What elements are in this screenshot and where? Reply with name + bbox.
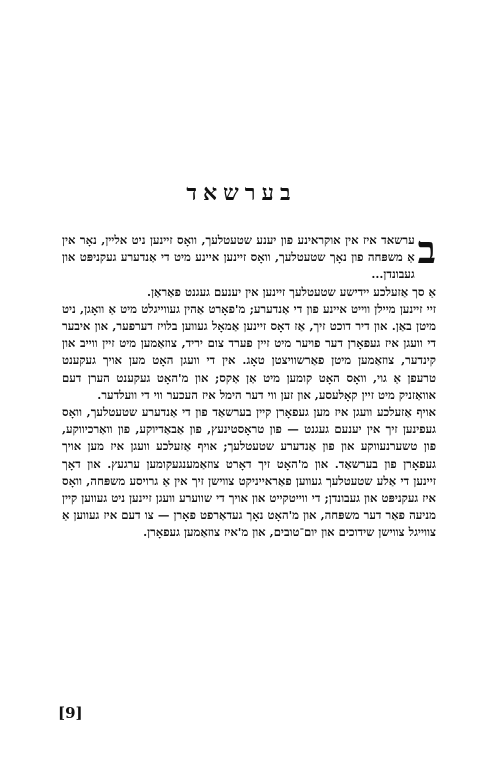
- page-number: [9]: [58, 704, 83, 722]
- paragraph: [62, 301, 436, 404]
- paragraph: [62, 284, 436, 301]
- paragraph: [62, 227, 436, 284]
- body-text: [62, 227, 436, 542]
- paragraph-text: אַ סך אַזעלכע יידישע שטעטלעך זיינען אין יענעם געגנט פאַראַן.: [147, 284, 436, 299]
- paragraph-text: אויף אַזעלכע וועגן איז מען געפאָרן קיין בערשאַד פון די אַנדערע שטעטלעך, וואָס געפינען זיך אין יענעם געגנט — פון טראָסטינעץ, פון אַבאַדיוקע, פון וואַרכיווקע, פון טשערנעווקע און פון אַנדערע שטעטלעך; אויף אַזעלכע וועגן איז מען אויך געפאָרן פון בערשאַד. און מ'האָט זיך דאָרט צוזאַמענגעקומען ערגעץ. און דאָך זיינען די אַלע שטעטלעך געווען פאַראייניקט צווישן זיך אין אַ גרויסע משפּחה, וואָס איז געקניפּט און געבונדן; די ווייטקייט און אויך די שווערע וועגן זיינען ניט געווען קיין מניעה פאַר דער משפּחה, און מ'האָט נאָך געדאַרפט פאָרן — צו דעם איז געווען אַ צווייגל צווישן שידוכים און יום־טובים, און מ'איז צוזאַמען געפאָרן.: [62, 405, 436, 540]
- paragraph: [62, 404, 436, 542]
- page-title: בערשאד: [186, 180, 297, 206]
- paragraph-text: זיי זיינען מיילן ווייט איינע פון די אַנדערע; מ'פאָרט אַהין געווייגלט מיט אַ וואָגן, ניט מיטן באַן. און דיר דוכט זיך, אַז דאָס זיינען אַמאָל געווען בלויז דערפער, און איבער די וועגן איז געפאָרן דער פויער מיט זיין פערד צום יריד, צוזאַמען מיט זיין ווייב און קינדער, צוזאַמען מיטן פאַרשוויצטן טאָג. אין די וועגן האָט מען אויך געקענט טרעפן אַ גוי, וואָס האָט קומען מיט אַן אַקס; און מ'האָט געקענט הערן דעם אוואַזניק מיט זיין קאָלעסע, און זען ווי דער הימל איז העכער ווי די וועלדער.: [62, 301, 436, 402]
- drop-cap: ב: [417, 227, 436, 272]
- paragraph-text: ערשאד איז אין אוקראינע פון יענע שטעטלעך, וואָס זיינען ניט אליין, נאָר אין אַ משפּחה פון נאָך שטעטלעך, וואָס זיינען איינע מיט די אַנדערע געקניפּט און געבונדן...: [62, 233, 415, 282]
